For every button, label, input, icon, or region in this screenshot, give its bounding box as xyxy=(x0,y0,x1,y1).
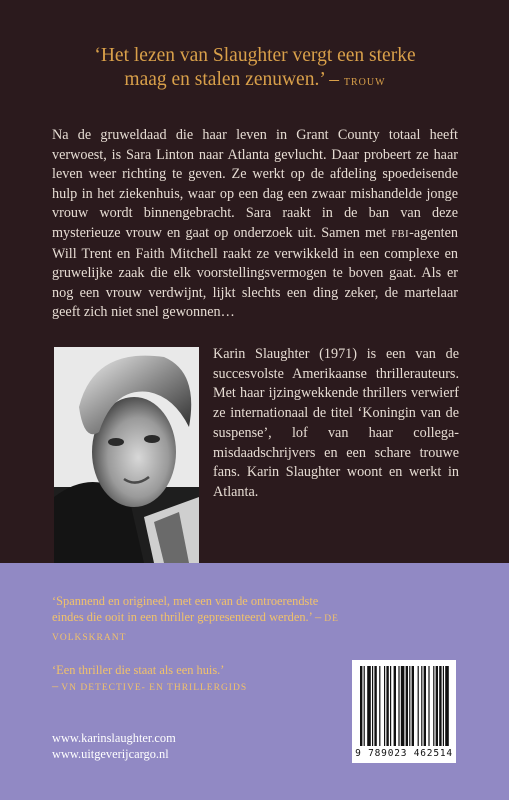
barcode-bar xyxy=(379,666,380,746)
barcode-bar xyxy=(406,666,408,746)
website-links xyxy=(52,730,302,762)
review-volkskrant: ‘Spannend en origineel, met een van de ontroerendste eindes die ooit in een thriller gepresenteerd werden.’ – DE VOLKSKRANT xyxy=(52,594,339,643)
barcode-bar xyxy=(401,666,405,746)
barcode-bar xyxy=(409,666,410,746)
headline-quote: ‘Het lezen van Slaughter vergt een sterke maag en stalen zenuwen.’ – TROUW xyxy=(94,45,416,90)
quote-line-2: maag en stalen zenuwen.’ xyxy=(124,69,325,90)
author-portrait-image xyxy=(54,347,199,563)
author-photo xyxy=(54,347,199,563)
review-source: DE VOLKSKRANT xyxy=(52,614,339,643)
quote-line-1: ‘Het lezen van Slaughter vergt een sterke xyxy=(94,45,416,66)
barcode-bar xyxy=(443,666,444,746)
barcode-bar xyxy=(372,666,373,746)
url-publisher-site[interactable]: www.uitgeverijcargo.nl xyxy=(52,747,169,761)
barcode-bar xyxy=(367,666,371,746)
barcode-bar xyxy=(436,666,438,746)
review-source: VN DETECTIVE- EN THRILLERGIDS xyxy=(61,683,248,694)
author-bio: Karin Slaughter (1971) is een van de succesvolste Amerikaanse thrillerauteurs. Met haar ijzingwekkende thrillers verwierf ze internationaal de titel ‘Koningin van de suspense’, lof van haar collega-misdaadschrijvers en een schare trouwe fans. Karin Slaughter woont en werkt in Atlanta. xyxy=(213,346,459,500)
barcode-bar xyxy=(445,666,449,746)
barcode-bar xyxy=(360,666,362,746)
synopsis-text: Na de gruweldaad die haar leven in Grant County totaal heeft verwoest, is Sara Linton naar Atlanta gevlucht. Daar probeert ze haar leven weer richting te geven. Ze werkt op de afdeling spoedeisende hulp in het ziekenhuis, waar op een dag een zwaar mishandelde jonge vrouw wordt binnengebracht. Sara raakt in de ban van deze mysterieuze vrouw en gaat op onderzoek uit. Samen met FBI-agenten Will Trent en Faith Mitchell raakt ze verwikkeld in een complexe en gruwelijke zaak die elk voorstellingsvermogen te boven gaat. Als er nog een vrouw verdwijnt, lijkt slechts een ding zeker, de martelaar geeft zich niet snel gewonnen… xyxy=(52,127,458,321)
review-text: ‘Spannend en origineel, met een van de ontroerendste eindes die ooit in een thriller gepresenteerd werden.’ xyxy=(52,594,319,625)
url-author-site[interactable]: www.karinslaughter.com xyxy=(52,731,176,745)
review-vn-thrillergids: ‘Een thriller die staat als een huis.’ – VN DETECTIVE- EN THRILLERGIDS xyxy=(52,663,248,694)
barcode-bar xyxy=(412,666,414,746)
barcode-bar xyxy=(374,666,376,746)
quote-source: TROUW xyxy=(343,77,386,88)
isbn-number: 9 789023 462514 xyxy=(355,748,453,759)
barcode-bar xyxy=(418,666,419,746)
barcode-bar xyxy=(384,666,385,746)
isbn-barcode xyxy=(352,660,456,763)
barcode-bar xyxy=(439,666,441,746)
review-text: ‘Een thriller die staat als een huis.’ xyxy=(52,663,225,677)
barcode-bar xyxy=(398,666,399,746)
barcode-bar xyxy=(421,666,422,746)
fbi-abbr: FBI xyxy=(391,228,410,240)
barcode-bar xyxy=(394,666,396,746)
barcode-bar xyxy=(433,666,434,746)
barcode-bar xyxy=(386,666,388,746)
barcode-bars xyxy=(352,660,456,748)
barcode-bar xyxy=(424,666,426,746)
barcode-bar xyxy=(428,666,429,746)
barcode-bar xyxy=(364,666,365,746)
barcode-bar xyxy=(390,666,391,746)
